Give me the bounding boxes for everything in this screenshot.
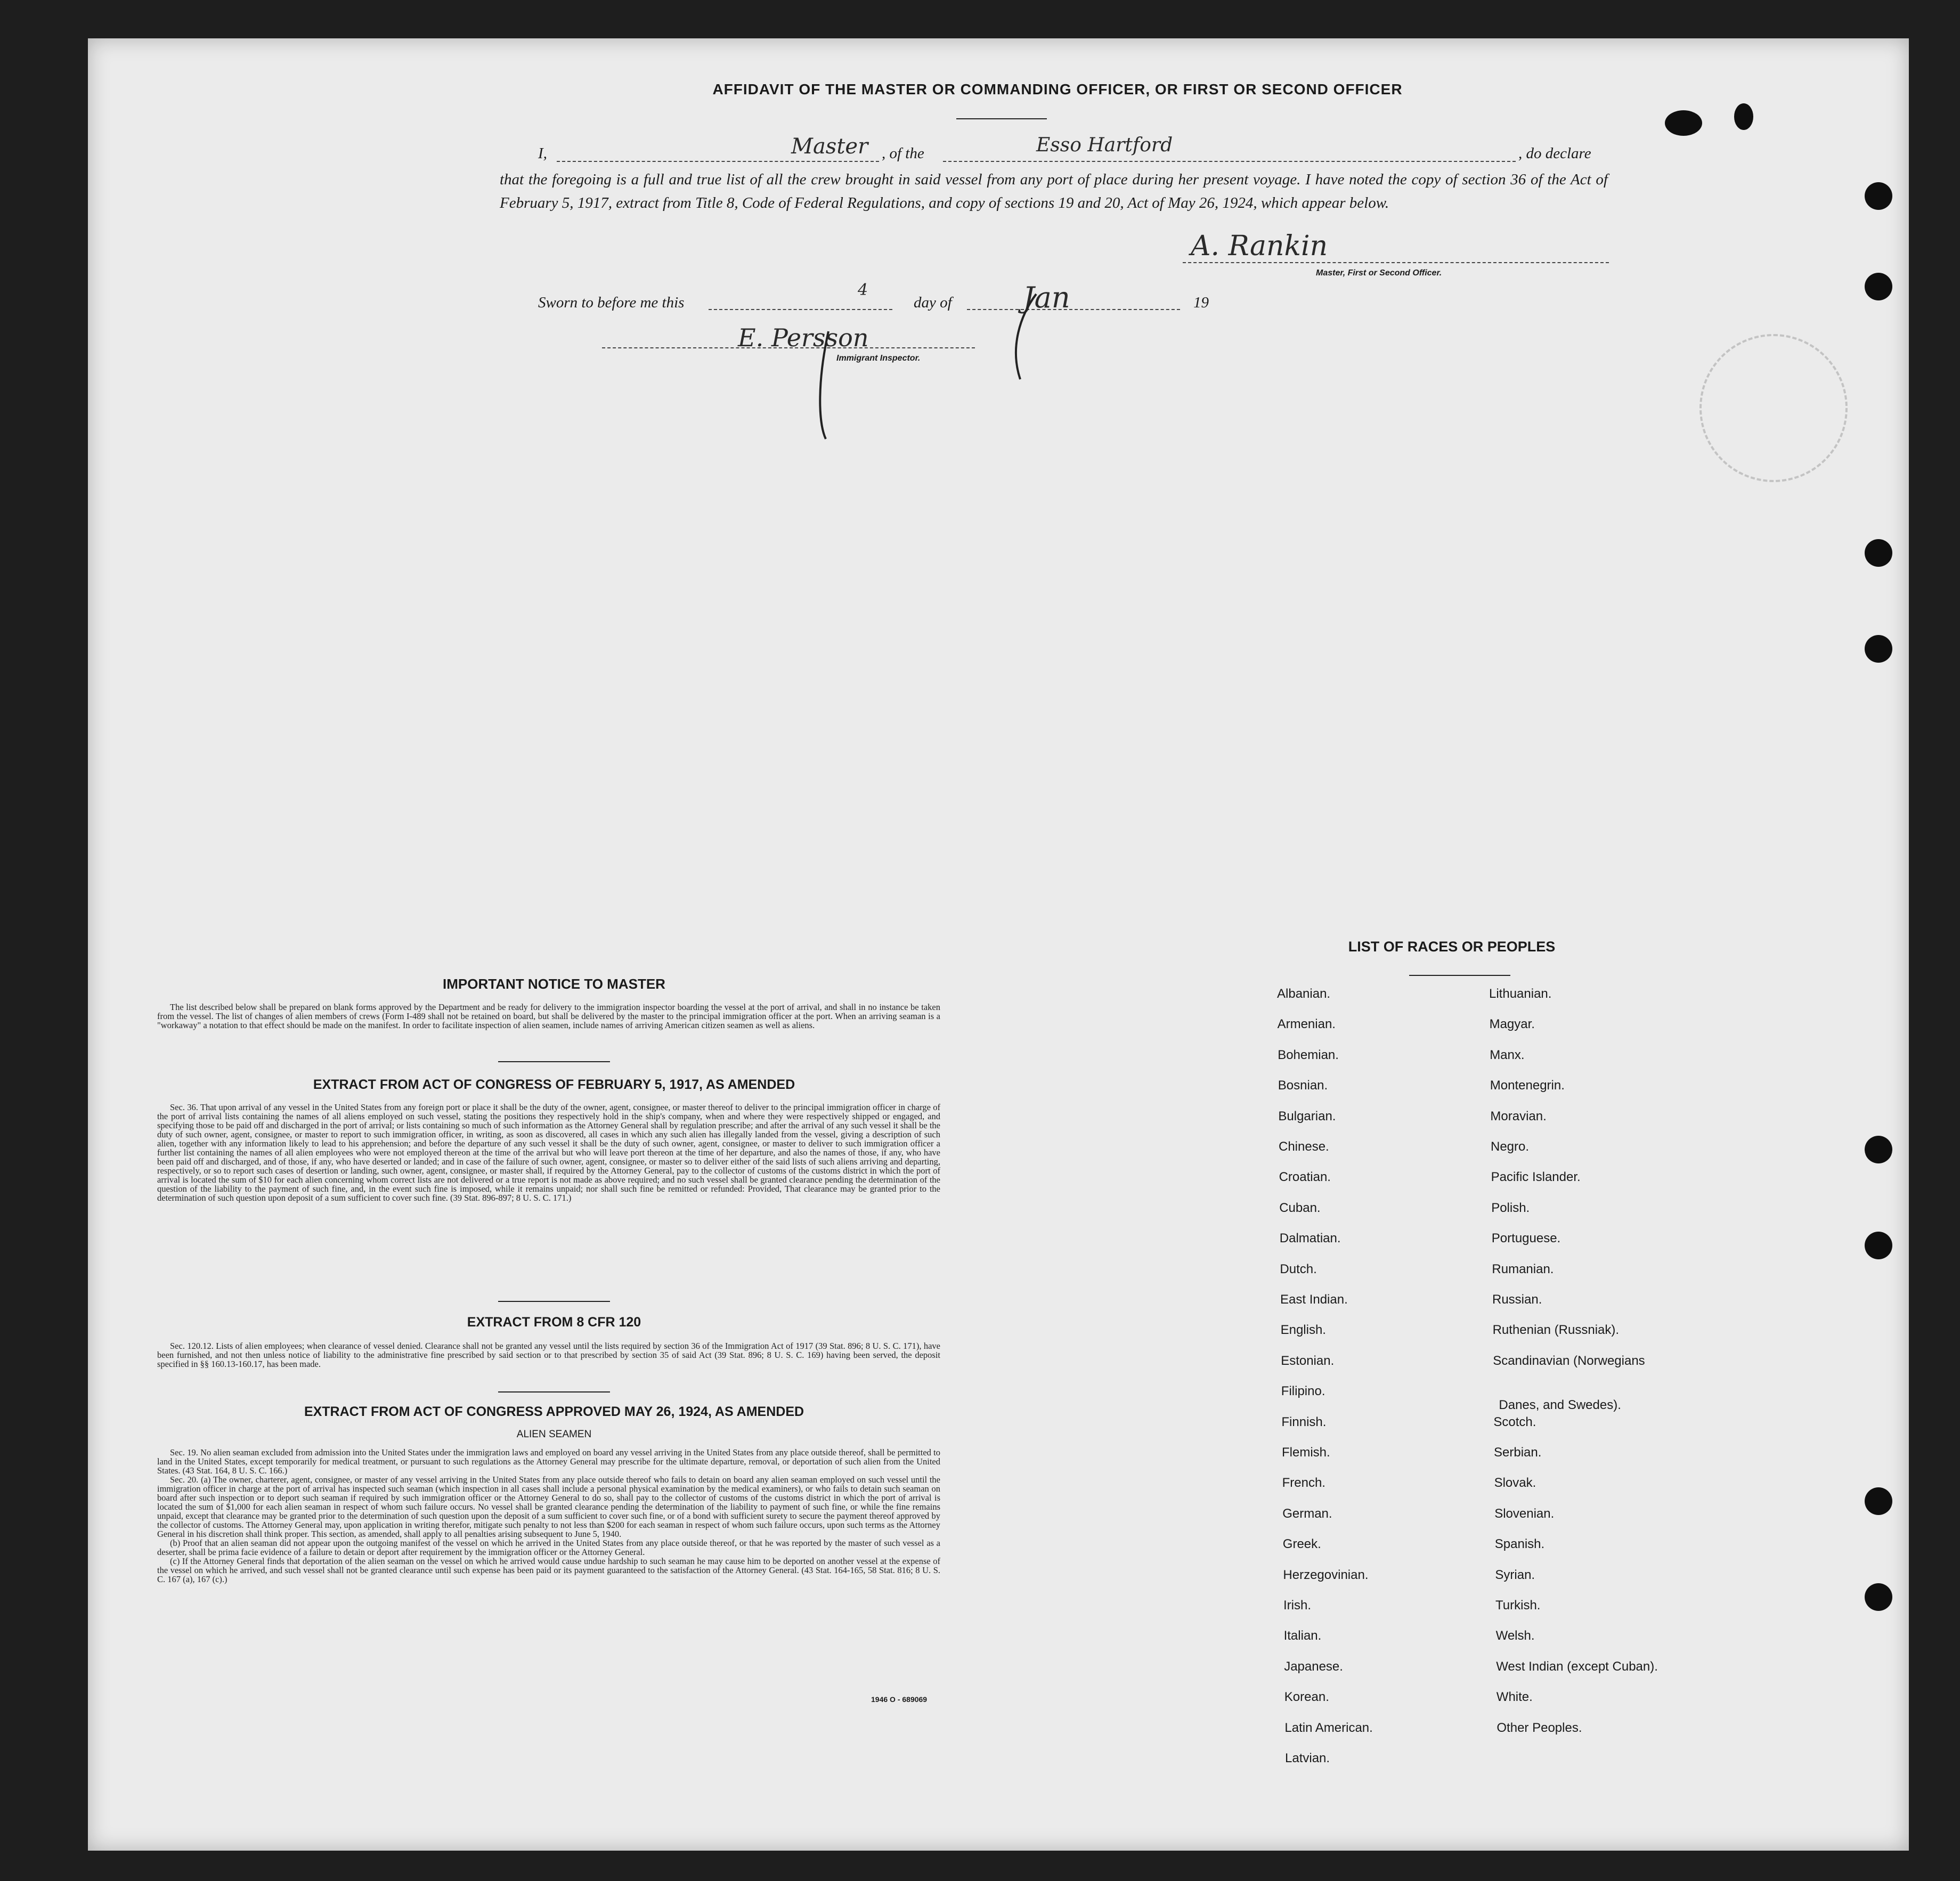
divider xyxy=(956,118,1047,119)
race-item: Italian. xyxy=(1283,1628,1322,1643)
punch-hole xyxy=(1865,273,1892,300)
divider xyxy=(498,1391,610,1393)
vessel-handwriting: Esso Hartford xyxy=(1036,134,1173,156)
race-item: Serbian. xyxy=(1494,1445,1542,1460)
race-item: Cuban. xyxy=(1279,1200,1321,1215)
race-item: Spanish. xyxy=(1494,1537,1545,1552)
declaration-line-suffix: , do declare xyxy=(1518,145,1591,162)
declaration-line-mid: , of the xyxy=(882,145,924,162)
inspector-signature: E. Persson xyxy=(738,323,869,352)
signature-strokes xyxy=(780,251,1100,465)
race-item: Danes, and Swedes). xyxy=(1499,1398,1621,1413)
race-item: Dalmatian. xyxy=(1279,1231,1341,1246)
race-item: Other Peoples. xyxy=(1497,1720,1582,1735)
race-item: Manx. xyxy=(1490,1047,1525,1062)
punch-hole xyxy=(1865,1232,1892,1259)
sworn-day-handwriting: 4 xyxy=(858,281,868,299)
race-item: Bohemian. xyxy=(1278,1047,1339,1062)
race-item: Welsh. xyxy=(1495,1628,1535,1643)
race-item: Armenian. xyxy=(1277,1017,1336,1032)
race-item: Rumanian. xyxy=(1492,1261,1554,1276)
race-item: Negro. xyxy=(1491,1139,1530,1154)
race-item: Slovak. xyxy=(1494,1476,1536,1491)
race-item: Moravian. xyxy=(1490,1109,1547,1123)
race-item: Filipino. xyxy=(1281,1384,1325,1399)
declaration-line-prefix: I, xyxy=(538,145,547,162)
divider xyxy=(1409,975,1510,976)
vessel-field-line xyxy=(943,161,1516,162)
race-item: West Indian (except Cuban). xyxy=(1496,1659,1658,1674)
race-item: East Indian. xyxy=(1280,1292,1348,1307)
master-signature: A. Rankin xyxy=(1191,230,1328,262)
race-item: Estonian. xyxy=(1281,1353,1335,1368)
race-item: Scotch. xyxy=(1493,1414,1536,1429)
race-item: Slovenian. xyxy=(1494,1506,1555,1521)
punch-hole xyxy=(1865,1136,1892,1163)
form-page xyxy=(88,38,1909,1851)
punch-hole xyxy=(1865,1487,1892,1515)
race-item: Bulgarian. xyxy=(1278,1109,1336,1123)
sworn-year-prefix: 19 xyxy=(1193,294,1209,311)
extract-cfr-title: EXTRACT FROM 8 CFR 120 xyxy=(467,1315,641,1330)
race-item: Chinese. xyxy=(1279,1139,1329,1154)
notice-paragraph: The list described below shall be prepared on blank forms approved by the Department and be ready for delivery to the immigration inspector boarding the vessel at the port of arrival, and shall in no instance be taken from the vessel. The list of changes of alien members of crews (Form I-489 shall not be retained on board, but shall be delivered by the master to the principal immigration officer at the port. When an arriving seaman is a "workaway" a notation to that effect should be made on the manifest. In order to facilitate inspection of alien seamen, include names of arriving American citizen seamen as well as aliens. xyxy=(157,1002,940,1030)
race-item: Montenegrin. xyxy=(1490,1078,1565,1093)
race-item: Lithuanian. xyxy=(1489,987,1552,1001)
race-item: Pacific Islander. xyxy=(1491,1170,1581,1185)
print-code: 1946 O - 689069 xyxy=(871,1695,928,1704)
declaration-body: that the foregoing is a full and true list of all the crew brought in said vessel from any port of place during her present voyage. I have noted the copy of section 36 of the Act of February 5, 1917, extract from Title 8, Code of Federal Regulations, and copy of sections 19 and 20, Act of May 26, 1924, which appear below. xyxy=(500,171,1608,211)
race-item: Greek. xyxy=(1282,1537,1321,1552)
alien-seamen-subtitle: ALIEN SEAMEN xyxy=(516,1429,592,1440)
race-item: Herzegovinian. xyxy=(1283,1567,1369,1582)
extract-cfr-text xyxy=(157,1341,940,1369)
race-item: Turkish. xyxy=(1495,1598,1541,1613)
ink-blot xyxy=(1734,103,1753,130)
punch-hole xyxy=(1865,182,1892,210)
punch-hole xyxy=(1865,539,1892,567)
race-item: Ruthenian (Russniak). xyxy=(1492,1323,1620,1338)
punch-hole xyxy=(1865,1583,1892,1611)
sworn-month-handwriting: Jan xyxy=(1023,281,1070,314)
race-item: Albanian. xyxy=(1277,987,1331,1001)
faded-seal-stamp xyxy=(1699,334,1848,482)
race-item: German. xyxy=(1282,1506,1332,1521)
section-19-paragraph: Sec. 19. No alien seaman excluded from admission into the United States under the immigration laws and employed on board any vessel arriving in the United States from any place outside thereof, shall be permitted to land in the United States, except temporarily for medical treatment, or pursuant to such regulations as the Attorney General may prescribe for the ultimate departure, removal, or deportation of such alien from the United States. (43 Stat. 164, 8 U. S. C. 166.) xyxy=(157,1447,940,1476)
race-item: French. xyxy=(1282,1476,1325,1491)
race-item: Magyar. xyxy=(1489,1017,1535,1032)
race-item: Korean. xyxy=(1284,1690,1329,1705)
section-20b-paragraph: (b) Proof that an alien seaman did not appear upon the outgoing manifest of the vessel on which he arrived in the United States from any place outside thereof, or that he was reported by the master of such vessel as a deserter, shall be prima facie evidence of a failure to detain or deport after requirement by the immigration officer or the Attorney General. xyxy=(157,1538,940,1557)
divider xyxy=(498,1301,610,1302)
race-item: Scandinavian (Norwegians xyxy=(1493,1353,1645,1368)
race-item: Dutch. xyxy=(1280,1261,1317,1276)
race-item: Latin American. xyxy=(1284,1720,1373,1735)
section-120-paragraph: Sec. 120.12. Lists of alien employees; when clearance of vessel denied. Clearance shall not be granted any vessel until the lists required by section 36 of the Immigration Act of 1917 (39 Stat. 896; 8 U. S. C. 171), have been furnished, and not then unless notice of liability to the administrative fine prescribed by said section or to that prescribed by section 35 of said Act (39 Stat. 896; 8 U. S. C. 169) having been served, the deposit specified in §§ 160.13-160.17, has been made. xyxy=(157,1341,940,1369)
sworn-day-label: day of xyxy=(914,294,952,311)
rank-handwriting: Master xyxy=(791,134,868,159)
race-item: Irish. xyxy=(1283,1598,1312,1613)
section-20a-paragraph: Sec. 20. (a) The owner, charterer, agent, consignee, or master of any vessel arriving in the United States from any place outside thereof who fails to detain on board any alien seaman employed on such vessel until the immigration officer in charge at the port of arrival has inspected such seaman (which inspection in all cases shall include a personal physical examination by the medical examiners), or who fails to detain such seaman on board after such inspection or to deport such seaman if required by such immigration officer or the Attorney General to do so, shall pay to the collector of customs of the customs district in which the port of arrival is located the sum of $1,000 for each alien seaman in respect of whom such failure occurs. No vessel shall be granted clearance pending the determination of the liability to payment of such fine, or while the fine remains unpaid, except that clearance may be granted prior to the determination of such question upon the deposit of a sum sufficient to cover such fine, or of a bond with sufficient surety to secure the payment thereof approved by the collector of customs. The Attorney General may, upon application in writing therefor, mitigate such penalty to not less than $200 for each seaman in respect of whom such failure occurs, upon such terms as the Attorney General in his discretion shall think proper. This section, as amended, shall apply to all penalties arising subsequent to June 5, 1940. xyxy=(157,1475,940,1539)
notice-text xyxy=(157,1003,940,1030)
race-item: Finnish. xyxy=(1281,1414,1327,1429)
extract-1917-text xyxy=(157,1103,940,1202)
race-item: White. xyxy=(1496,1690,1533,1705)
race-item: Polish. xyxy=(1491,1200,1530,1215)
extract-1917-title: EXTRACT FROM ACT OF CONGRESS OF FEBRUARY 5, 1917, AS AMENDED xyxy=(313,1077,795,1092)
section-36-paragraph: Sec. 36. That upon arrival of any vessel in the United States from any foreign port or place it shall be the duty of the owner, agent, consignee, or master thereof to deliver to the principal immigration officer in charge of the port of arrival lists containing the names of all aliens employed on such vessel, stating the positions they respectively hold in the ship's company, when and where they were respectively shipped or engaged, and specifying those to be paid off and discharged in the port of arrival; or lists containing so much of such information as the Attorney General shall by regulation prescribe; and after the arrival of any such vessel it shall be the duty of such owner, agent, consignee, or master to report to such immigration officer, in writing, as soon as discovered, all cases in which any such alien has illegally landed from the vessel, giving a description of such alien, together with any information likely to lead to his apprehension; and before the departure of any such vessel it shall be the duty of such owner, agent, consignee, or master to deliver to such immigration officer a further list containing the names of all alien employees who were not employed thereon at the time of the arrival but who will leave port thereon at the time of her departure, and also the names of those, if any, who have been paid off and discharged, and of those, if any, who have deserted or landed; and in case of the failure of such owner, agent, consignee, or master so to deliver either of the said lists of such aliens arriving and departing, respectively, or so to report such cases of desertion or landing, such owner, agent, consignee, or master shall, if required by the Attorney General, pay to the collector of customs of the customs district in which the port of arrival is located the sum of $10 for each alien concerning whom correct lists are not delivered or a true report is not made as above required; and no such vessel shall be granted clearance pending the determination of the question of the liability to the payment of such fine, and, in the event such fine is imposed, while it remains unpaid; nor shall such fine be remitted or refunded: Provided, That clearance may be granted prior to the determination of such question upon deposit of a sum sufficient to cover such fine. (39 Stat. 896-897; 8 U. S. C. 171.) xyxy=(157,1102,940,1203)
punch-hole xyxy=(1865,635,1892,663)
race-item: Russian. xyxy=(1492,1292,1542,1307)
master-signature-line xyxy=(1183,262,1609,263)
race-item: English. xyxy=(1280,1323,1326,1338)
affidavit-title: AFFIDAVIT OF THE MASTER OR COMMANDING OFFICER, OR FIRST OR SECOND OFFICER xyxy=(712,81,1403,97)
section-20c-paragraph: (c) If the Attorney General finds that deportation of the alien seaman on the vessel on which he arrived would cause undue hardship to such seaman he may cause him to be deported on another vessel at the expense of the vessel on which he arrived, and such vessel shall not be granted clearance until such expense has been paid or its payment guaranteed to the satisfaction of the Attorney General. (43 Stat. 164-165, 58 Stat. 816; 8 U. S. C. 167 (a), 167 (c).) xyxy=(157,1556,940,1584)
ink-blot xyxy=(1665,110,1702,136)
race-item: Flemish. xyxy=(1282,1445,1330,1460)
divider xyxy=(498,1061,610,1062)
race-item: Croatian. xyxy=(1279,1170,1331,1185)
race-item: Japanese. xyxy=(1284,1659,1343,1674)
notice-title: IMPORTANT NOTICE TO MASTER xyxy=(443,976,665,992)
race-item: Bosnian. xyxy=(1278,1078,1328,1093)
master-label: Master, First or Second Officer. xyxy=(1316,268,1442,278)
races-title: LIST OF RACES OR PEOPLES xyxy=(1348,939,1556,955)
race-item: Portuguese. xyxy=(1491,1231,1561,1246)
extract-1924-title: EXTRACT FROM ACT OF CONGRESS APPROVED MAY 26, 1924, AS AMENDED xyxy=(304,1404,804,1419)
race-item: Latvian. xyxy=(1285,1751,1330,1765)
sworn-prefix: Sworn to before me this xyxy=(538,294,685,311)
extract-1924-text xyxy=(157,1448,940,1584)
rank-field-line xyxy=(557,161,879,162)
inspector-label: Immigrant Inspector. xyxy=(836,354,921,363)
race-item: Syrian. xyxy=(1495,1567,1535,1582)
